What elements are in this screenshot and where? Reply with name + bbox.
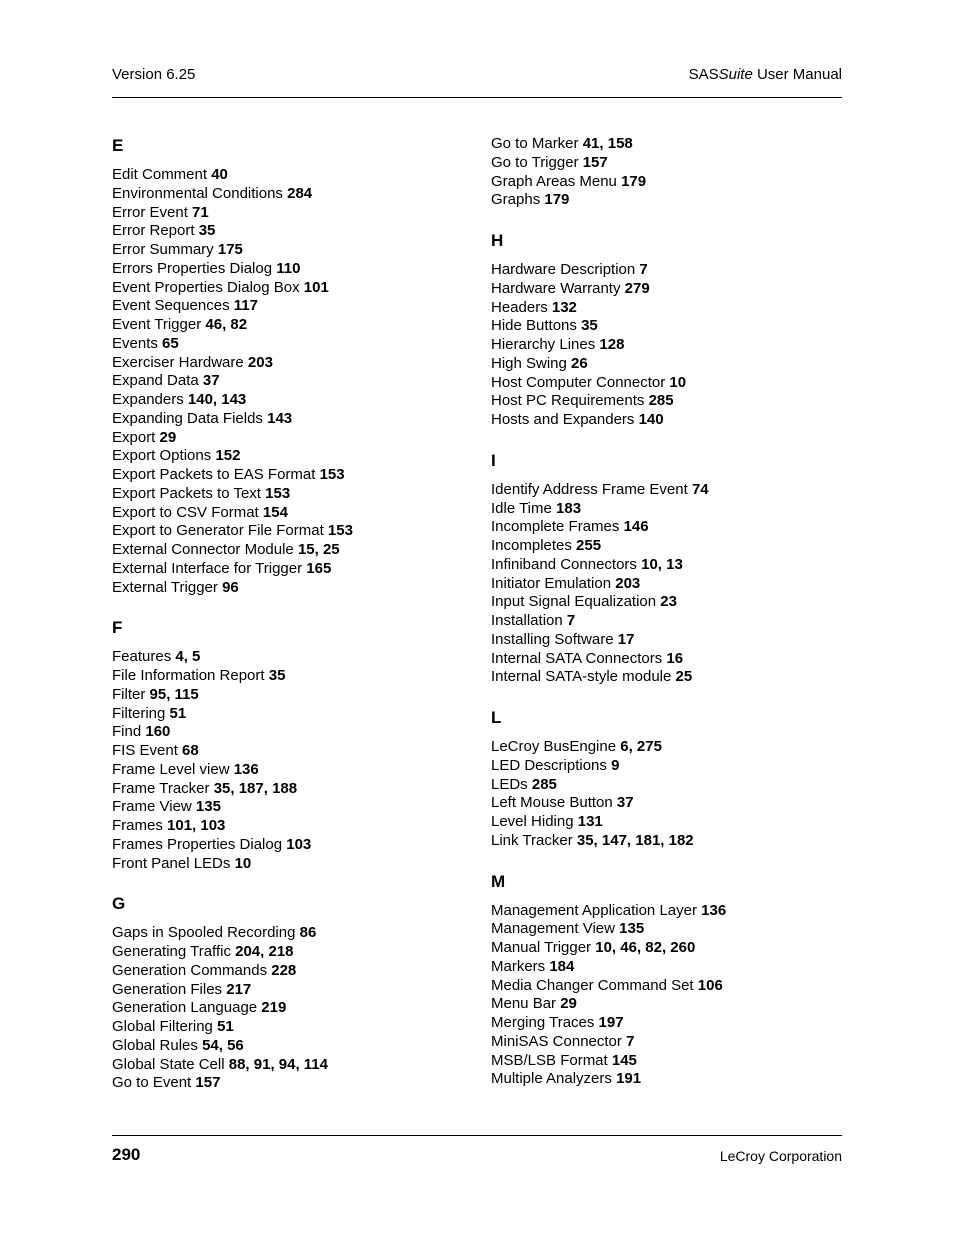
index-entry (491, 392, 851, 411)
index-entry (112, 485, 472, 504)
index-entry-pages: 16 (666, 649, 684, 667)
index-entry-pages: 145 (611, 1051, 637, 1069)
index-entry (491, 411, 851, 430)
index-entry-pages: 132 (551, 298, 577, 316)
index-entry-pages: 179 (544, 191, 570, 209)
index-entry-pages: 29 (560, 995, 577, 1013)
index-entry-term: Installation (491, 612, 563, 629)
index-entry-pages: 96 (222, 578, 239, 596)
index-entry (491, 813, 851, 832)
manual-title-italic: Suite (718, 66, 753, 83)
index-entry-term: Gaps in Spooled Recording (112, 924, 296, 942)
index-entry-pages: 41, 158 (582, 135, 633, 152)
index-entry-term: High Swing (491, 354, 567, 372)
index-entry (491, 612, 851, 631)
index-entry (491, 794, 851, 813)
index-entry (491, 593, 851, 612)
manual-title-prefix: SAS (688, 66, 719, 83)
index-entry-term: Generating Traffic (112, 943, 231, 960)
index-entry-pages: 95, 115 (149, 685, 199, 703)
index-entry (491, 191, 851, 210)
index-entry-term: Host PC Requirements (491, 392, 645, 410)
index-entry (491, 173, 851, 192)
index-section (112, 617, 472, 873)
index-section (491, 707, 851, 851)
index-entry-pages: 35, 147, 181, 182 (576, 831, 694, 849)
index-entry-pages: 46, 82 (205, 316, 248, 333)
index-entry-pages: 191 (616, 1070, 642, 1088)
index-entry-pages: 26 (571, 354, 588, 372)
index-entry-term: MSB/LSB Format (491, 1051, 608, 1069)
index-entry-term: Environmental Conditions (112, 184, 283, 202)
index-entry (112, 780, 472, 799)
index-entry (491, 920, 851, 939)
index-entry-term: Exerciser Hardware (112, 353, 244, 371)
index-section-letter: I (491, 450, 496, 470)
index-entry (112, 316, 472, 335)
index-entry (491, 650, 851, 669)
index-entry-pages: 136 (233, 760, 259, 778)
index-entry (112, 279, 472, 298)
index-entry-pages: 153 (319, 466, 345, 483)
index-entry-term: Event Trigger (112, 316, 202, 333)
index-entry (112, 541, 472, 560)
index-entry (112, 560, 472, 579)
index-entry-pages: 15, 25 (297, 541, 340, 558)
index-entry-pages: 197 (598, 1014, 624, 1031)
index-entry (112, 391, 472, 410)
index-entry (112, 579, 472, 598)
index-entry-term: Export Options (112, 447, 212, 465)
index-entry (112, 999, 472, 1018)
index-entry (112, 962, 472, 981)
index-entry-term: Left Mouse Button (491, 794, 613, 812)
index-entry-term: Hardware Warranty (491, 279, 621, 297)
index-entry (491, 995, 851, 1014)
index-entry-term: Export Packets to Text (112, 484, 261, 502)
index-entry-pages: 219 (261, 999, 287, 1017)
index-entry-term: Features (112, 648, 172, 666)
index-entry (112, 943, 472, 962)
index-entry-term: Management Application Layer (491, 901, 697, 919)
index-entry-pages: 136 (701, 901, 727, 919)
index-entry-term: Find (112, 723, 142, 741)
index-entry (491, 374, 851, 393)
index-entry (491, 135, 851, 154)
index-entry (491, 631, 851, 650)
index-entry-term: Merging Traces (491, 1014, 595, 1031)
index-entry (112, 222, 472, 241)
index-entry (112, 260, 472, 279)
index-entry (112, 924, 472, 943)
index-entry-term: Go to Event (112, 1074, 192, 1092)
page-number: 290 (112, 1145, 141, 1164)
index-entry-term: Host Computer Connector (491, 373, 666, 391)
index-entry-term: Expanders (112, 391, 184, 408)
index-entry-pages: 23 (660, 593, 677, 611)
index-entry-term: Hardware Description (491, 261, 636, 278)
index-entry-pages: 71 (192, 203, 209, 221)
index-section (112, 135, 472, 597)
index-entry (112, 761, 472, 780)
index-entry-pages: 285 (648, 392, 674, 410)
index-entry-pages: 110 (276, 259, 301, 277)
index-entry (491, 1033, 851, 1052)
index-entry-pages: 7 (639, 261, 648, 278)
index-entry-term: Front Panel LEDs (112, 854, 231, 872)
index-entry-pages: 157 (582, 153, 608, 171)
index-entry (112, 429, 472, 448)
index-entry-pages: 68 (182, 742, 199, 759)
index-entry-term: Menu Bar (491, 995, 557, 1013)
index-entry-term: Manual Trigger (491, 939, 592, 956)
index-entry-term: Go to Trigger (491, 153, 579, 171)
index-entry-pages: 203 (247, 353, 273, 371)
header-rule (112, 97, 842, 98)
index-entry-pages: 10 (234, 854, 252, 872)
index-entry (112, 798, 472, 817)
index-entry-term: Internal SATA Connectors (491, 649, 663, 667)
index-entry (491, 261, 851, 280)
index-entry (112, 817, 472, 836)
index-entry (491, 575, 851, 594)
index-entry-term: Infiniband Connectors (491, 555, 637, 573)
index-entry-pages: 54, 56 (202, 1036, 244, 1054)
index-entry-pages: 175 (217, 241, 243, 258)
index-entry-term: Expand Data (112, 372, 199, 390)
index-entry-term: Error Report (112, 222, 195, 240)
index-entry (112, 504, 472, 523)
index-entry-term: Graphs (491, 191, 541, 209)
index-entry-pages: 284 (287, 184, 313, 202)
index-entry (491, 738, 851, 757)
index-entry-term: Export to Generator File Format (112, 522, 324, 540)
index-entry-term: File Information Report (112, 667, 265, 684)
index-entry-pages: 9 (611, 756, 620, 774)
index-entry-pages: 37 (616, 794, 634, 812)
index-section (491, 230, 851, 430)
index-entry (112, 185, 472, 204)
index-section-letter: L (491, 708, 502, 727)
index-section-letter: E (112, 136, 124, 155)
index-entry-term: Graph Areas Menu (491, 172, 617, 190)
index-column-right (491, 135, 851, 1109)
index-entry (491, 1070, 851, 1089)
index-entry-pages: 204, 218 (235, 943, 294, 960)
index-entry-pages: 153 (265, 484, 291, 502)
index-entry (112, 335, 472, 354)
index-entry-term: Input Signal Equalization (491, 593, 657, 611)
index-entry-term: Events (112, 334, 158, 352)
index-entry-pages: 37 (202, 372, 220, 390)
index-section-letter: H (491, 231, 504, 250)
index-entry-term: Expanding Data Fields (112, 409, 263, 427)
index-entry (112, 667, 472, 686)
index-entry-term: Filter (112, 685, 146, 703)
index-section-letter: M (491, 871, 506, 891)
index-entry-pages: 140 (638, 411, 664, 428)
index-entry-term: LED Descriptions (491, 756, 607, 774)
index-entry (112, 1037, 472, 1056)
index-entry-term: Export Packets to EAS Format (112, 466, 316, 483)
index-entry-pages: 7 (626, 1032, 635, 1050)
index-entry-term: Error Event (112, 203, 188, 221)
index-entry-term: Go to Marker (491, 135, 579, 152)
index-entry (112, 1018, 472, 1037)
index-entry (112, 981, 472, 1000)
index-entry-term: External Interface for Trigger (112, 559, 303, 577)
index-entry-pages: 29 (159, 428, 177, 446)
index-entry (112, 204, 472, 223)
index-entry-term: External Connector Module (112, 541, 294, 558)
index-entry-pages: 35, 187, 188 (213, 779, 298, 797)
index-entry-term: Installing Software (491, 630, 614, 648)
index-entry-term: Media Changer Command Set (491, 976, 694, 994)
index-entry-pages: 165 (306, 559, 332, 577)
index-entry-term: Generation Commands (112, 961, 268, 979)
index-entry-pages: 128 (599, 336, 625, 353)
index-entry-term: Global Rules (112, 1036, 198, 1054)
index-entry-pages: 25 (675, 668, 693, 686)
index-section (491, 871, 851, 1090)
index-entry-term: Hosts and Expanders (491, 411, 635, 428)
index-entry (491, 776, 851, 795)
index-entry-pages: 65 (162, 334, 179, 352)
index-entry (112, 447, 472, 466)
index-entry (112, 705, 472, 724)
index-entry-pages: 40 (211, 166, 228, 183)
index-entry-term: Initiator Emulation (491, 574, 612, 592)
index-entry (491, 757, 851, 776)
index-entry (112, 686, 472, 705)
index-entry-pages: 217 (226, 980, 252, 998)
index-entry (491, 154, 851, 173)
index-entry-term: Edit Comment (112, 166, 208, 183)
index-entry (491, 939, 851, 958)
index-entry (112, 723, 472, 742)
index-entry-term: Generation Language (112, 999, 258, 1017)
index-entry (491, 317, 851, 336)
index-entry (112, 522, 472, 541)
index-entry-term: LeCroy BusEngine (491, 738, 617, 755)
index-section (491, 450, 851, 687)
index-entry-term: Incompletes (491, 537, 572, 554)
index-entry-pages: 153 (327, 522, 353, 540)
index-entry-pages: 135 (195, 798, 221, 816)
index-entry-pages: 88, 91, 94, 114 (228, 1055, 328, 1073)
index-entry (491, 832, 851, 851)
footer-company: LeCroy Corporation (719, 1148, 842, 1164)
index-entry-pages: 203 (615, 574, 641, 592)
index-entry-term: External Trigger (112, 578, 218, 596)
index-entry-pages: 285 (531, 775, 557, 793)
index-entry-pages: 74 (691, 480, 709, 498)
index-entry (112, 1074, 472, 1093)
index-entry-pages: 228 (271, 961, 297, 979)
index-entry (112, 166, 472, 185)
index-entry (112, 836, 472, 855)
index-entry-pages: 4, 5 (175, 648, 201, 666)
index-entry-pages: 160 (145, 723, 171, 741)
index-entry-term: Frames (112, 817, 163, 834)
index-entry-term: Global State Cell (112, 1055, 225, 1073)
index-entry (491, 1052, 851, 1071)
index-entry-pages: 6, 275 (620, 738, 662, 755)
index-entry-pages: 35 (198, 222, 216, 240)
index-entry-term: Management View (491, 920, 615, 938)
index-entry (112, 742, 472, 761)
footer-rule (112, 1135, 842, 1136)
index-entry-term: Internal SATA-style module (491, 668, 672, 686)
index-entry-term: FIS Event (112, 742, 178, 759)
index-entry (491, 355, 851, 374)
index-entry (491, 902, 851, 921)
index-entry-term: Export (112, 428, 156, 446)
index-entry-pages: 154 (262, 503, 288, 521)
index-entry-term: Multiple Analyzers (491, 1070, 612, 1088)
header-manual-title (689, 66, 842, 83)
index-section-letter: F (112, 618, 123, 638)
index-entry-pages: 255 (576, 537, 602, 554)
index-entry-pages: 51 (217, 1018, 234, 1035)
index-entry (491, 518, 851, 537)
index-entry-term: Identify Address Frame Event (491, 480, 688, 498)
index-section (491, 135, 851, 210)
index-entry-pages: 152 (215, 447, 241, 465)
index-entry-term: Link Tracker (491, 831, 573, 849)
index-entry-pages: 183 (556, 499, 582, 517)
index-entry-term: Generation Files (112, 980, 223, 998)
index-entry-pages: 10 (669, 373, 687, 391)
index-entry-term: Markers (491, 957, 546, 975)
index-entry-pages: 7 (566, 612, 576, 629)
index-entry-pages: 131 (577, 813, 603, 830)
index-entry-term: Level Hiding (491, 813, 574, 830)
index-entry-pages: 117 (233, 297, 258, 315)
index-entry-pages: 140, 143 (187, 391, 247, 408)
index-entry-pages: 157 (195, 1074, 221, 1092)
header-version: Version 6.25 (112, 66, 196, 83)
index-entry-term: Idle Time (491, 499, 552, 517)
index-entry (491, 280, 851, 299)
index-entry (491, 537, 851, 556)
index-section (112, 893, 472, 1093)
index-entry (491, 556, 851, 575)
index-entry (112, 297, 472, 316)
index-entry-pages: 146 (623, 518, 649, 536)
index-entry-term: Errors Properties Dialog (112, 259, 273, 277)
index-entry-term: Frame Tracker (112, 779, 210, 797)
index-entry (112, 855, 472, 874)
index-entry-pages: 184 (549, 957, 575, 975)
index-entry-pages: 10, 13 (641, 555, 683, 573)
index-entry (491, 500, 851, 519)
index-entry-term: Export to CSV Format (112, 503, 259, 521)
index-entry-pages: 179 (621, 172, 647, 190)
index-entry (491, 299, 851, 318)
index-entry-term: LEDs (491, 775, 528, 793)
index-column-left (112, 135, 472, 1113)
index-entry-pages: 86 (299, 924, 317, 942)
index-entry-term: Event Sequences (112, 297, 230, 315)
manual-title-suffix: User Manual (752, 66, 842, 83)
index-entry (112, 354, 472, 373)
index-entry-term: Hierarchy Lines (491, 336, 596, 353)
index-entry-term: Frames Properties Dialog (112, 835, 283, 853)
index-entry-pages: 143 (267, 409, 293, 427)
index-entry (112, 241, 472, 260)
index-entry-term: Incomplete Frames (491, 518, 620, 536)
index-entry-pages: 101, 103 (167, 817, 226, 834)
index-entry-pages: 101 (303, 278, 329, 296)
index-entry-pages: 106 (697, 976, 723, 994)
index-entry (112, 1056, 472, 1075)
index-entry (491, 668, 851, 687)
index-entry-term: Error Summary (112, 241, 214, 258)
index-entry (491, 958, 851, 977)
index-entry (491, 977, 851, 996)
index-entry (491, 336, 851, 355)
index-entry-pages: 35 (268, 667, 286, 684)
index-entry-pages: 135 (619, 920, 645, 938)
index-entry-term: Hide Buttons (491, 317, 577, 335)
index-entry-term: Filtering (112, 704, 166, 722)
index-entry (112, 648, 472, 667)
index-entry (112, 410, 472, 429)
index-entry-pages: 279 (624, 279, 650, 297)
index-entry-term: Headers (491, 298, 548, 316)
index-entry-pages: 35 (581, 317, 598, 335)
index-entry-pages: 10, 46, 82, 260 (595, 939, 696, 956)
index-entry (491, 481, 851, 500)
index-entry (112, 466, 472, 485)
index-entry-pages: 51 (169, 704, 187, 722)
index-entry (491, 1014, 851, 1033)
index-entry-term: Event Properties Dialog Box (112, 278, 300, 296)
index-entry-term: Frame Level view (112, 760, 230, 778)
index-entry-term: Frame View (112, 798, 192, 816)
index-entry-term: MiniSAS Connector (491, 1032, 622, 1050)
index-entry (112, 372, 472, 391)
index-entry-pages: 17 (617, 630, 635, 648)
index-entry-pages: 103 (286, 835, 312, 853)
index-entry-term: Global Filtering (112, 1018, 213, 1035)
index-section-letter: G (112, 894, 126, 914)
